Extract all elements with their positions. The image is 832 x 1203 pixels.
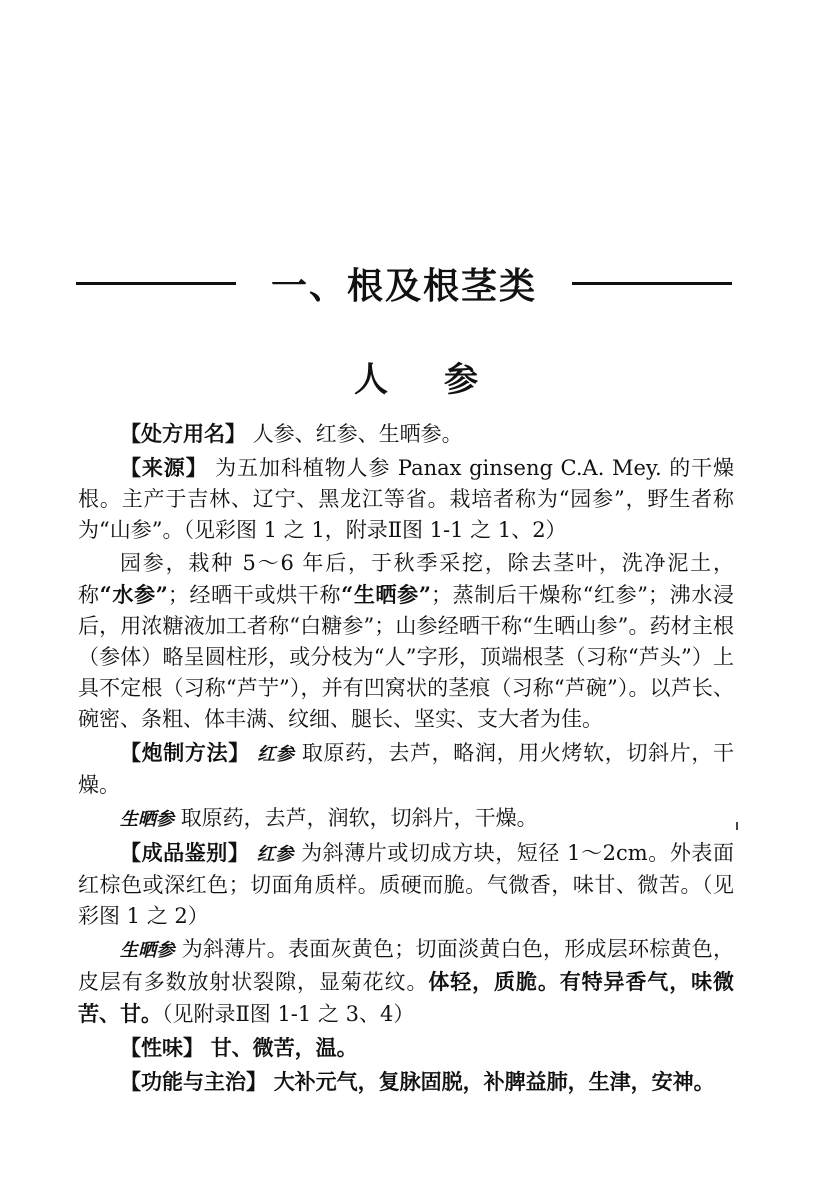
section-functions: [78, 1066, 734, 1098]
text-run: 园参，栽种 5～6 年后，于秋季采挖，除去茎叶，洗净泥土，称: [78, 551, 734, 607]
chapter-title: 一、根及根茎类: [270, 264, 537, 307]
entry-body: [78, 418, 734, 1098]
section-nature-taste: [78, 1032, 734, 1064]
left-rule: [76, 282, 236, 285]
identification-sun-dried: [78, 934, 734, 1030]
section-text: 为五加科植物人参 Panax ginseng C.A. Mey. 的干燥根。主产于吉林、辽宁、黑龙江等省。栽培者称为“园参”，野生者称为“山参”。（见彩图 1 之 1，附录Ⅱ图 1-1 之 1、2）: [78, 456, 734, 542]
section-label: 【炮制方法】: [120, 740, 250, 765]
processing-sun-dried: [78, 803, 734, 835]
section-text: 大补元气，复脉固脱，补脾益肺，生津，安神。: [273, 1069, 715, 1094]
section-text: 甘、微苦，温。: [210, 1035, 358, 1060]
section-source: [78, 452, 734, 546]
text-run: 为斜薄片。表面灰黄色；切面淡黄白色，形成层环棕黄色，皮层有多数放射状裂隙，显菊花纹。: [78, 937, 735, 994]
section-label: 【性味】: [120, 1035, 204, 1060]
section-label: 【功能与主治】: [120, 1069, 267, 1094]
subheading: 红参: [257, 744, 295, 765]
section-text: 人参、红参、生晒参。: [252, 422, 463, 446]
section-label: 【处方用名】: [120, 421, 246, 446]
subheading: 生晒参: [120, 809, 174, 830]
text-run: ；蒸制后干燥称“红参”；沸水浸后，用浓糖液加工者称“白糖参”；山参经晒干称“生晒山参”。药材主根（参体）略呈圆柱形，或分枝为“人”字形，顶端根茎（习称“芦头”）上具不定根（习称“芦艼”），并有凹窝状的茎痕（习称“芦碗”）。以芦长、碗密、条粗、体丰满、纹细、腿长、坚实、支大者为佳。: [78, 583, 735, 731]
section-text: 取原药，去芦，略润，用火烤软，切斜片，干燥。: [78, 741, 735, 797]
section-processing: [78, 737, 734, 801]
chapter-heading: [76, 255, 732, 311]
section-text: 为斜薄片或切成方块，短径 1～2cm。外表面红棕色或深红色；切面角质样。质硬而脆。气微香，味甘、微苦。（见彩图 1 之 2）: [78, 841, 735, 928]
subheading: 红参: [256, 844, 294, 865]
margin-mark: [736, 822, 738, 830]
source-description: [78, 548, 734, 735]
text-run: （见附录Ⅱ图 1-1 之 3、4）: [162, 1002, 415, 1026]
right-rule: [572, 282, 732, 285]
quoted-term: “生晒参”: [341, 582, 431, 607]
section-identification: [78, 837, 734, 932]
section-label: 【成品鉴别】: [120, 840, 250, 865]
section-label: 【来源】: [120, 455, 208, 480]
quoted-term: “水参”: [99, 582, 168, 607]
text-run: ；经晒干或烘干称: [167, 583, 342, 607]
section-prescription-names: [78, 418, 734, 450]
subheading: 生晒参: [120, 940, 175, 961]
emphasized-text: 体轻，质脆。有特异香气，味微苦、甘。: [78, 969, 734, 1026]
entry-title: 人参: [354, 360, 534, 400]
section-text: 取原药，去芦，润软，切斜片，干燥。: [180, 806, 538, 830]
